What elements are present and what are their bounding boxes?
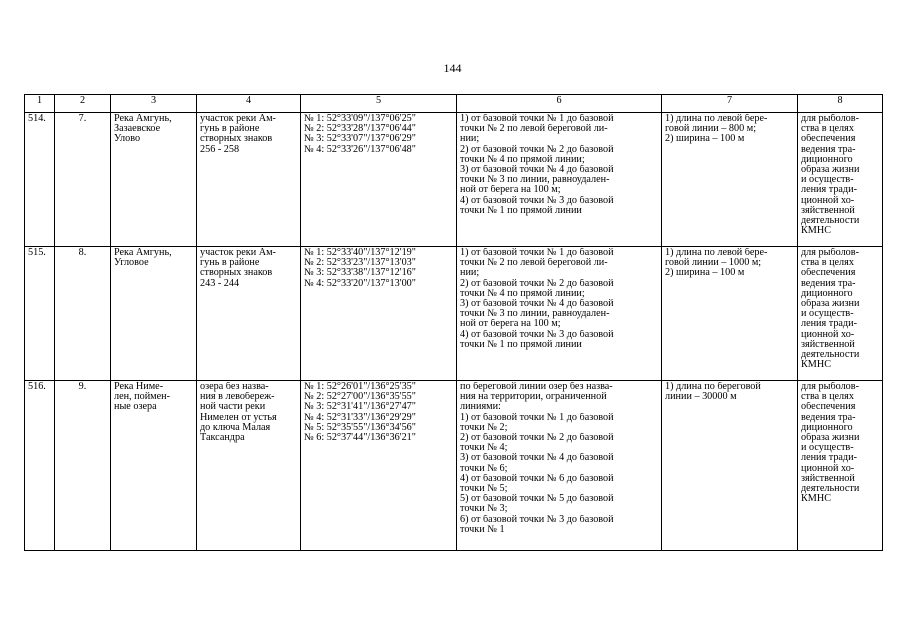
cell-line: № 4: 52°33'20"/137°13'00" (304, 278, 416, 289)
cell-line: Зазаевское (114, 124, 161, 135)
header-cell: 8 (798, 95, 883, 113)
cell-line: Таксандра (200, 433, 245, 444)
cell-line: 2) ширина – 100 м (665, 268, 745, 279)
cell-line: ведения тра- (801, 278, 856, 289)
water-body-name (111, 381, 197, 551)
table-row (25, 247, 883, 381)
header-cell: 3 (111, 95, 197, 113)
cell-line: КМНС (801, 226, 832, 237)
purpose (798, 247, 883, 381)
cell-line: диционного (801, 288, 853, 299)
cell-line: Река Ниме- (114, 382, 164, 392)
cell-line: ной от берега на 100 м; (460, 185, 561, 196)
cell-line: точки № 3 по линии, равноудален- (460, 175, 610, 186)
cell-line: 4) от базовой точки № 6 до базовой (460, 473, 614, 484)
cell-line: № 2: 52°27'00"/136°35'55" (304, 392, 416, 403)
cell-line: нии; (460, 268, 480, 279)
cell-line: зяйственной (801, 339, 855, 350)
cell-line: № 1: 52°33'40"/137°12'19" (304, 248, 416, 258)
cell-line: гунь в районе (200, 124, 260, 135)
sub-number: 9. (55, 381, 111, 551)
cell-line: образа жизни (801, 299, 860, 310)
cell-line: и осуществ- (801, 443, 854, 454)
cell-line: линиями: (460, 402, 501, 413)
cell-line: 1) от базовой точки № 1 до базовой (460, 412, 614, 423)
cell-line: ведения тра- (801, 412, 856, 423)
cell-line: № 3: 52°33'07"/137°06'29" (304, 134, 416, 145)
cell-line: Река Амгунь, (114, 114, 172, 124)
cell-line: обеспечения (801, 268, 856, 279)
cell-line: для рыболов- (801, 382, 859, 392)
area-description (197, 381, 301, 551)
row-number: 516. (25, 381, 55, 551)
area-dimensions (662, 381, 798, 551)
cell-line: 1) длина по левой бере- (665, 114, 768, 124)
cell-line: 256 - 258 (200, 144, 240, 155)
boundary-description (457, 381, 662, 551)
cell-line: № 2: 52°33'28"/137°06'44" (304, 124, 416, 135)
cell-line: деятельности (801, 484, 860, 495)
cell-line: точки № 3; (460, 504, 508, 515)
cell-line: 2) от базовой точки № 2 до базовой (460, 144, 614, 155)
boundary-description (457, 113, 662, 247)
cell-line: точки № 2 по левой береговой ли- (460, 258, 608, 269)
cell-line: № 5: 52°35'55"/136°34'56" (304, 422, 416, 433)
cell-line: озера без назва- (200, 382, 269, 392)
cell-line: ционной хо- (801, 463, 855, 474)
cell-line: ления тради- (801, 453, 857, 464)
base-points-coordinates (301, 247, 457, 381)
cell-line: диционного (801, 154, 853, 165)
cell-line: ства в целях (801, 258, 854, 269)
header-cell: 7 (662, 95, 798, 113)
cell-line: № 3: 52°33'38"/137°12'16" (304, 268, 416, 279)
cell-line: 1) длина по левой бере- (665, 248, 768, 258)
cell-line: Река Амгунь, (114, 248, 172, 258)
cell-line: участок реки Ам- (200, 114, 276, 124)
cell-line: № 6: 52°37'44"/136°36'21" (304, 433, 416, 444)
boundary-description (457, 247, 662, 381)
cell-line: Улово (114, 134, 141, 145)
area-dimensions (662, 113, 798, 247)
cell-line: говой линии – 1000 м; (665, 258, 762, 269)
cell-line: 6) от базовой точки № 3 до базовой (460, 514, 614, 525)
cell-line: 2) ширина – 100 м (665, 134, 745, 145)
cell-line: КМНС (801, 494, 832, 505)
cell-line: образа жизни (801, 165, 860, 176)
cell-line: точки № 2; (460, 422, 508, 433)
cell-line: говой линии – 800 м; (665, 124, 757, 135)
cell-line: точки № 4; (460, 443, 508, 454)
cell-line: гунь в районе (200, 258, 260, 269)
base-points-coordinates (301, 381, 457, 551)
cell-line: линии – 30000 м (665, 392, 737, 403)
cell-line: КМНС (801, 360, 832, 371)
cell-line: Угловое (114, 258, 149, 269)
header-cell: 4 (197, 95, 301, 113)
cell-line: ционной хо- (801, 195, 855, 206)
cell-line: ния на территории, ограниченной (460, 392, 607, 403)
cell-line: и осуществ- (801, 309, 854, 320)
cell-line: створных знаков (200, 268, 273, 279)
header-row (25, 95, 883, 113)
cell-line: точки № 4 по прямой линии; (460, 154, 585, 165)
cell-line: 4) от базовой точки № 3 до базовой (460, 329, 614, 340)
row-number: 514. (25, 113, 55, 247)
cell-line: № 1: 52°26'01"/136°25'35" (304, 382, 416, 392)
cell-line: ведения тра- (801, 144, 856, 155)
header-cell: 5 (301, 95, 457, 113)
cell-line: ные озера (114, 402, 157, 413)
cell-line: 1) от базовой точки № 1 до базовой (460, 248, 614, 258)
water-body-name (111, 247, 197, 381)
base-points-coordinates (301, 113, 457, 247)
cell-line: точки № 6; (460, 463, 508, 474)
cell-line: точки № 1 по прямой линии (460, 205, 582, 216)
area-dimensions (662, 247, 798, 381)
cell-line: 3) от базовой точки № 4 до базовой (460, 165, 614, 176)
fishing-areas-table (24, 94, 883, 551)
cell-line: для рыболов- (801, 114, 859, 124)
purpose (798, 381, 883, 551)
cell-line: зяйственной (801, 205, 855, 216)
cell-line: 5) от базовой точки № 5 до базовой (460, 494, 614, 505)
cell-line: участок реки Ам- (200, 248, 276, 258)
cell-line: Нимелен от устья (200, 412, 277, 423)
row-number: 515. (25, 247, 55, 381)
cell-line: № 2: 52°33'23"/137°13'03" (304, 258, 416, 269)
sub-number: 8. (55, 247, 111, 381)
cell-line: № 4: 52°33'26"/137°06'48" (304, 144, 416, 155)
table-row (25, 113, 883, 247)
header-cell: 1 (25, 95, 55, 113)
area-description (197, 113, 301, 247)
cell-line: 2) от базовой точки № 2 до базовой (460, 433, 614, 444)
cell-line: образа жизни (801, 433, 860, 444)
cell-line: для рыболов- (801, 248, 859, 258)
cell-line: диционного (801, 422, 853, 433)
cell-line: точки № 1 по прямой линии (460, 339, 582, 350)
cell-line: точки № 5; (460, 484, 508, 495)
water-body-name (111, 113, 197, 247)
cell-line: № 1: 52°33'09"/137°06'25" (304, 114, 416, 124)
cell-line: ства в целях (801, 124, 854, 135)
cell-line: ления тради- (801, 185, 857, 196)
sub-number: 7. (55, 113, 111, 247)
cell-line: ления тради- (801, 319, 857, 330)
cell-line: деятельности (801, 350, 860, 361)
table-row (25, 381, 883, 551)
header-cell: 6 (457, 95, 662, 113)
cell-line: обеспечения (801, 134, 856, 145)
cell-line: зяйственной (801, 473, 855, 484)
cell-line: 243 - 244 (200, 278, 240, 289)
cell-line: ства в целях (801, 392, 854, 403)
cell-line: обеспечения (801, 402, 856, 413)
area-description (197, 247, 301, 381)
cell-line: точки № 2 по левой береговой ли- (460, 124, 608, 135)
cell-line: 2) от базовой точки № 2 до базовой (460, 278, 614, 289)
cell-line: по береговой линии озер без назва- (460, 382, 613, 392)
cell-line: № 3: 52°31'41"/136°27'47" (304, 402, 416, 413)
cell-line: точки № 3 по линии, равноудален- (460, 309, 610, 320)
cell-line: ционной хо- (801, 329, 855, 340)
cell-line: лен, поймен- (114, 392, 170, 403)
cell-line: ния в левобереж- (200, 392, 275, 403)
cell-line: 4) от базовой точки № 3 до базовой (460, 195, 614, 206)
header-cell: 2 (55, 95, 111, 113)
cell-line: 1) от базовой точки № 1 до базовой (460, 114, 614, 124)
page-number: 144 (443, 61, 462, 75)
cell-line: 1) длина по береговой (665, 382, 761, 392)
cell-line: деятельности (801, 216, 860, 227)
cell-line: и осуществ- (801, 175, 854, 186)
cell-line: 3) от базовой точки № 4 до базовой (460, 299, 614, 310)
cell-line: створных знаков (200, 134, 273, 145)
cell-line: точки № 4 по прямой линии; (460, 288, 585, 299)
table-body (25, 113, 883, 551)
cell-line: ной от берега на 100 м; (460, 319, 561, 330)
cell-line: 3) от базовой точки № 4 до базовой (460, 453, 614, 464)
cell-line: ной части реки (200, 402, 266, 413)
cell-line: № 4: 52°31'33"/136°29'29" (304, 412, 416, 423)
cell-line: нии; (460, 134, 480, 145)
cell-line: до ключа Малая (200, 422, 271, 433)
purpose (798, 113, 883, 247)
cell-line: точки № 1 (460, 524, 505, 535)
